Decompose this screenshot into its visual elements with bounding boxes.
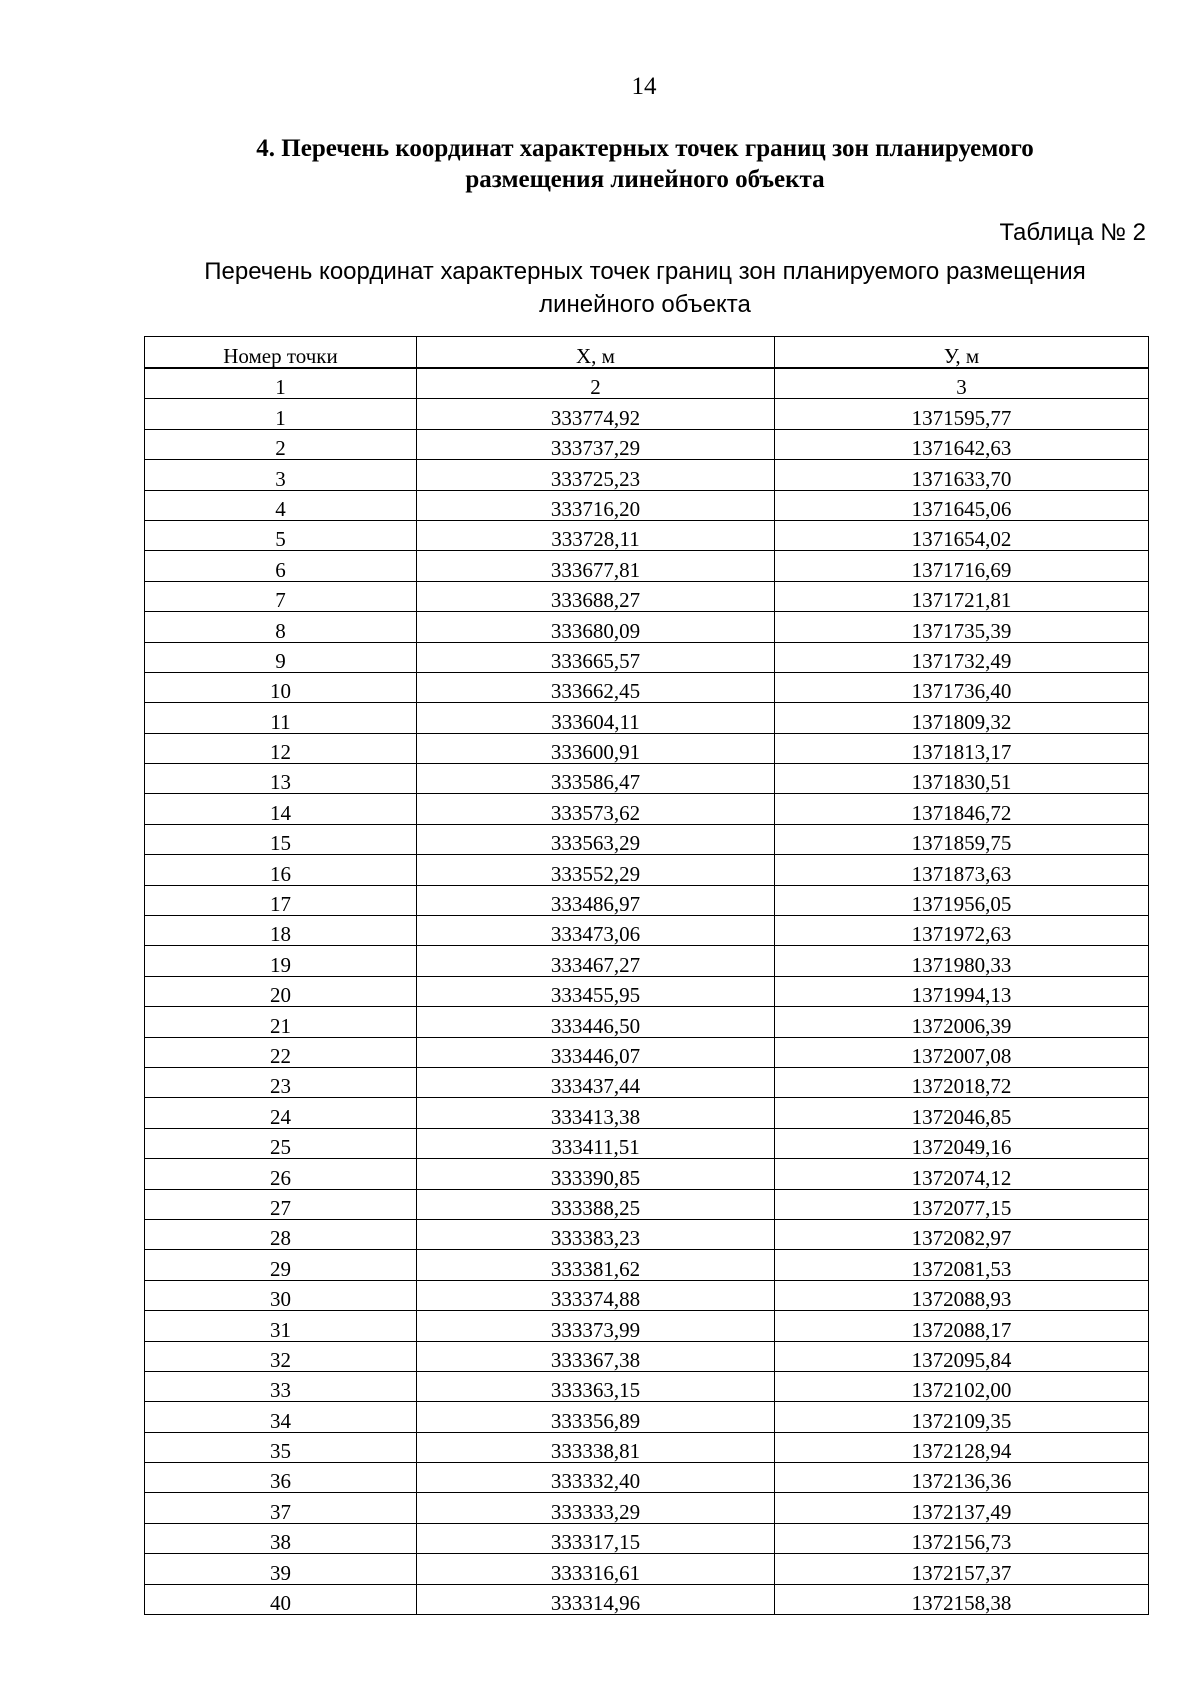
cell-y: 1372049,16: [775, 1128, 1149, 1158]
cell-x: 333446,07: [417, 1037, 775, 1067]
cell-point-number: 36: [145, 1463, 417, 1493]
cell-x: 333333,29: [417, 1493, 775, 1523]
column-number-1: 1: [145, 368, 417, 399]
cell-y: 1372109,35: [775, 1402, 1149, 1432]
table-row: [145, 1432, 1149, 1462]
cell-point-number: 2: [145, 429, 417, 459]
cell-y: 1372088,17: [775, 1311, 1149, 1341]
cell-y: 1372156,73: [775, 1523, 1149, 1553]
cell-y: 1372077,15: [775, 1189, 1149, 1219]
cell-point-number: 34: [145, 1402, 417, 1432]
table-row: [145, 916, 1149, 946]
cell-point-number: 22: [145, 1037, 417, 1067]
cell-point-number: 39: [145, 1554, 417, 1584]
header-y: У, м: [775, 337, 1149, 369]
table-row: [145, 733, 1149, 763]
cell-y: 1372046,85: [775, 1098, 1149, 1128]
cell-x: 333586,47: [417, 764, 775, 794]
cell-point-number: 11: [145, 703, 417, 733]
cell-y: 1371846,72: [775, 794, 1149, 824]
cell-x: 333716,20: [417, 490, 775, 520]
cell-x: 333728,11: [417, 520, 775, 550]
cell-y: 1371735,39: [775, 612, 1149, 642]
cell-point-number: 33: [145, 1371, 417, 1401]
cell-y: 1372095,84: [775, 1341, 1149, 1371]
table-row: [145, 490, 1149, 520]
cell-y: 1371980,33: [775, 946, 1149, 976]
table-row: [145, 1067, 1149, 1097]
table-row: [145, 946, 1149, 976]
table-row: [145, 885, 1149, 915]
table-row: [145, 1250, 1149, 1280]
cell-y: 1372082,97: [775, 1219, 1149, 1249]
table-row: [145, 794, 1149, 824]
table-row: [145, 551, 1149, 581]
section-heading-line-2: размещения линейного объекта: [465, 166, 825, 193]
cell-y: 1372128,94: [775, 1432, 1149, 1462]
cell-x: 333314,96: [417, 1584, 775, 1614]
cell-point-number: 8: [145, 612, 417, 642]
table-row: [145, 1219, 1149, 1249]
table-header-row: [145, 337, 1149, 369]
cell-point-number: 26: [145, 1159, 417, 1189]
cell-y: 1371873,63: [775, 855, 1149, 885]
cell-x: 333388,25: [417, 1189, 775, 1219]
cell-x: 333373,99: [417, 1311, 775, 1341]
table-number: Таблица № 2: [999, 219, 1146, 246]
table-row: [145, 1037, 1149, 1067]
cell-x: 333563,29: [417, 824, 775, 854]
table-row: [145, 1402, 1149, 1432]
cell-y: 1371721,81: [775, 581, 1149, 611]
table-row: [145, 1341, 1149, 1371]
cell-y: 1371633,70: [775, 460, 1149, 490]
header-x: Х, м: [417, 337, 775, 369]
header-point-number: Номер точки: [145, 337, 417, 369]
cell-point-number: 5: [145, 520, 417, 550]
table-row: [145, 642, 1149, 672]
cell-y: 1371813,17: [775, 733, 1149, 763]
cell-y: 1372102,00: [775, 1371, 1149, 1401]
cell-y: 1372136,36: [775, 1463, 1149, 1493]
cell-y: 1372158,38: [775, 1584, 1149, 1614]
cell-x: 333316,61: [417, 1554, 775, 1584]
cell-y: 1371830,51: [775, 764, 1149, 794]
cell-point-number: 23: [145, 1067, 417, 1097]
table-caption-line-1: Перечень координат характерных точек границ зон планируемого размещения: [204, 258, 1086, 285]
table-row: [145, 1554, 1149, 1584]
cell-point-number: 14: [145, 794, 417, 824]
cell-point-number: 37: [145, 1493, 417, 1523]
cell-y: 1371645,06: [775, 490, 1149, 520]
table-row: [145, 1007, 1149, 1037]
cell-x: 333446,50: [417, 1007, 775, 1037]
cell-point-number: 21: [145, 1007, 417, 1037]
cell-y: 1371956,05: [775, 885, 1149, 915]
cell-point-number: 4: [145, 490, 417, 520]
cell-x: 333437,44: [417, 1067, 775, 1097]
section-heading-line-1: 4. Перечень координат характерных точек границ зон планируемого: [256, 135, 1034, 162]
cell-x: 333338,81: [417, 1432, 775, 1462]
cell-point-number: 31: [145, 1311, 417, 1341]
cell-x: 333413,38: [417, 1098, 775, 1128]
page-number: 14: [631, 73, 657, 100]
cell-x: 333411,51: [417, 1128, 775, 1158]
cell-y: 1371642,63: [775, 429, 1149, 459]
cell-x: 333662,45: [417, 672, 775, 702]
cell-y: 1371994,13: [775, 976, 1149, 1006]
coordinates-table: [144, 336, 1149, 1615]
cell-point-number: 28: [145, 1219, 417, 1249]
table-column-number-row: [145, 368, 1149, 399]
column-number-2: 2: [417, 368, 775, 399]
cell-point-number: 13: [145, 764, 417, 794]
table-row: [145, 460, 1149, 490]
table-caption-line-2: линейного объекта: [539, 291, 751, 318]
cell-x: 333390,85: [417, 1159, 775, 1189]
cell-x: 333381,62: [417, 1250, 775, 1280]
cell-point-number: 40: [145, 1584, 417, 1614]
table-row: [145, 429, 1149, 459]
cell-x: 333725,23: [417, 460, 775, 490]
table-row: [145, 399, 1149, 429]
table-row: [145, 520, 1149, 550]
cell-point-number: 30: [145, 1280, 417, 1310]
cell-point-number: 7: [145, 581, 417, 611]
cell-x: 333467,27: [417, 946, 775, 976]
cell-x: 333688,27: [417, 581, 775, 611]
cell-x: 333486,97: [417, 885, 775, 915]
column-number-3: 3: [775, 368, 1149, 399]
cell-point-number: 12: [145, 733, 417, 763]
coordinates-table-body: [145, 337, 1149, 1615]
cell-y: 1371859,75: [775, 824, 1149, 854]
cell-point-number: 38: [145, 1523, 417, 1553]
cell-x: 333473,06: [417, 916, 775, 946]
cell-x: 333680,09: [417, 612, 775, 642]
cell-y: 1371716,69: [775, 551, 1149, 581]
cell-y: 1372081,53: [775, 1250, 1149, 1280]
cell-x: 333332,40: [417, 1463, 775, 1493]
table-row: [145, 976, 1149, 1006]
cell-y: 1372007,08: [775, 1037, 1149, 1067]
cell-x: 333552,29: [417, 855, 775, 885]
table-row: [145, 824, 1149, 854]
table-row: [145, 1523, 1149, 1553]
cell-x: 333367,38: [417, 1341, 775, 1371]
cell-x: 333573,62: [417, 794, 775, 824]
cell-point-number: 15: [145, 824, 417, 854]
cell-point-number: 27: [145, 1189, 417, 1219]
cell-x: 333356,89: [417, 1402, 775, 1432]
cell-y: 1372137,49: [775, 1493, 1149, 1523]
cell-point-number: 35: [145, 1432, 417, 1462]
cell-x: 333774,92: [417, 399, 775, 429]
cell-point-number: 10: [145, 672, 417, 702]
table-row: [145, 1280, 1149, 1310]
table-row: [145, 855, 1149, 885]
section-heading: [150, 133, 1140, 195]
cell-y: 1372074,12: [775, 1159, 1149, 1189]
cell-point-number: 25: [145, 1128, 417, 1158]
cell-y: 1371736,40: [775, 672, 1149, 702]
table-row: [145, 581, 1149, 611]
cell-x: 333604,11: [417, 703, 775, 733]
cell-x: 333677,81: [417, 551, 775, 581]
cell-y: 1372018,72: [775, 1067, 1149, 1097]
table-row: [145, 764, 1149, 794]
table-row: [145, 1098, 1149, 1128]
table-row: [145, 1493, 1149, 1523]
cell-x: 333317,15: [417, 1523, 775, 1553]
cell-point-number: 9: [145, 642, 417, 672]
table-row: [145, 672, 1149, 702]
table-row: [145, 612, 1149, 642]
cell-y: 1371595,77: [775, 399, 1149, 429]
cell-x: 333383,23: [417, 1219, 775, 1249]
cell-point-number: 1: [145, 399, 417, 429]
cell-x: 333665,57: [417, 642, 775, 672]
cell-point-number: 16: [145, 855, 417, 885]
table-row: [145, 1371, 1149, 1401]
table-row: [145, 1584, 1149, 1614]
table-row: [145, 1159, 1149, 1189]
table-row: [145, 1311, 1149, 1341]
cell-point-number: 20: [145, 976, 417, 1006]
table-row: [145, 1128, 1149, 1158]
cell-x: 333374,88: [417, 1280, 775, 1310]
cell-y: 1372006,39: [775, 1007, 1149, 1037]
cell-point-number: 3: [145, 460, 417, 490]
cell-x: 333600,91: [417, 733, 775, 763]
cell-x: 333363,15: [417, 1371, 775, 1401]
cell-y: 1371972,63: [775, 916, 1149, 946]
cell-y: 1371654,02: [775, 520, 1149, 550]
cell-point-number: 32: [145, 1341, 417, 1371]
cell-y: 1372088,93: [775, 1280, 1149, 1310]
cell-point-number: 19: [145, 946, 417, 976]
cell-point-number: 18: [145, 916, 417, 946]
cell-point-number: 17: [145, 885, 417, 915]
table-caption: [130, 255, 1160, 321]
cell-point-number: 24: [145, 1098, 417, 1128]
cell-y: 1372157,37: [775, 1554, 1149, 1584]
table-row: [145, 703, 1149, 733]
cell-x: 333455,95: [417, 976, 775, 1006]
table-row: [145, 1463, 1149, 1493]
cell-y: 1371732,49: [775, 642, 1149, 672]
cell-y: 1371809,32: [775, 703, 1149, 733]
cell-point-number: 6: [145, 551, 417, 581]
table-row: [145, 1189, 1149, 1219]
cell-x: 333737,29: [417, 429, 775, 459]
cell-point-number: 29: [145, 1250, 417, 1280]
